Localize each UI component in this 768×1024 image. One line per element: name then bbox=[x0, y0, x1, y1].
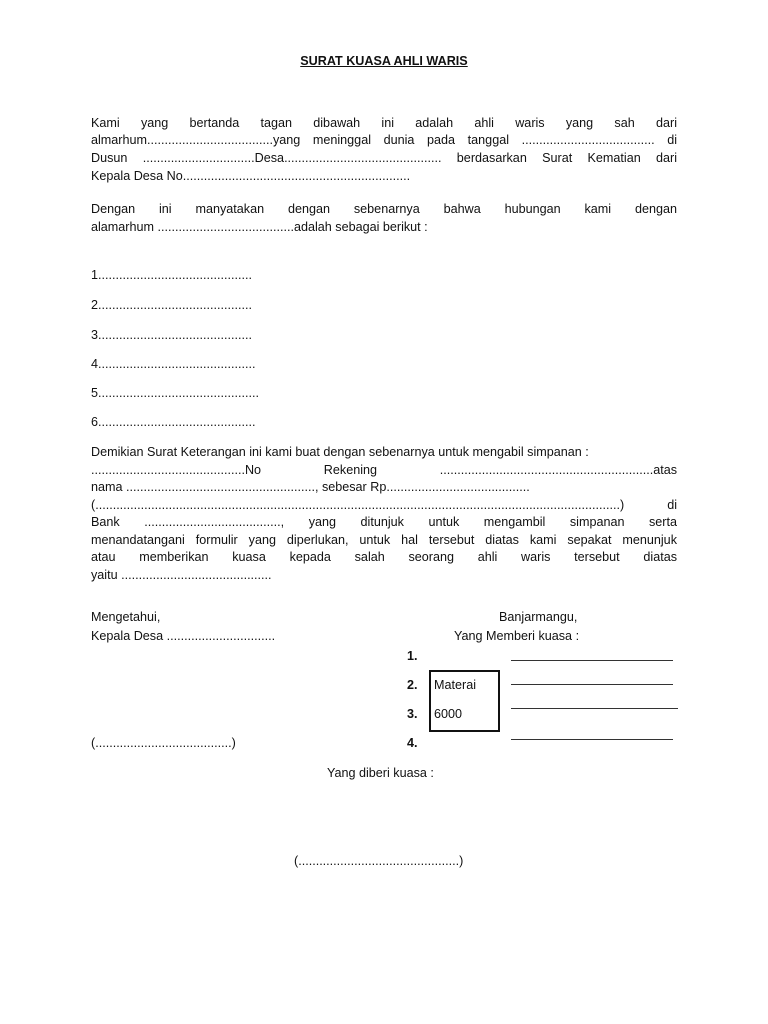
grantor-heading: Yang Memberi kuasa : bbox=[454, 629, 580, 643]
text-line: yaitu ........................................... bbox=[91, 568, 272, 582]
grantor-number: 3. bbox=[407, 707, 418, 721]
text-line: ............................................No Rekening .............................................................atas bbox=[91, 463, 677, 477]
signature-line bbox=[511, 708, 678, 709]
stamp-label: Materai bbox=[434, 678, 476, 692]
acknowledged-label: Mengetahui, bbox=[91, 610, 161, 624]
heir-item: 2............................................ bbox=[91, 298, 252, 312]
village-head-name-blank: (.......................................) bbox=[91, 736, 236, 750]
heir-item: 3............................................ bbox=[91, 328, 252, 342]
text-line: atau memberikan kuasa kepada salah seorang ahli waris tersebut diatas bbox=[91, 550, 677, 564]
place-label: Banjarmangu, bbox=[499, 610, 578, 624]
stamp-value: 6000 bbox=[434, 707, 463, 721]
text-line: Kepala Desa No................................................................. bbox=[91, 169, 411, 183]
text-line: almarhum....................................yang meninggal dunia pada tanggal ...................................... di bbox=[91, 133, 677, 147]
text-line: menandatangani formulir yang diperlukan, untuk hal tersebut diatas kami sepakat menunjuk bbox=[91, 533, 677, 547]
text-line: Bank ......................................., yang ditunjuk untuk mengambil simpanan serta bbox=[91, 515, 677, 529]
grantee-name-blank: (..............................................) bbox=[294, 854, 464, 868]
heir-item: 5.............................................. bbox=[91, 386, 259, 400]
text-line: Dusun ................................Desa............................................. berdasarkan Surat Kematian dari bbox=[91, 151, 677, 165]
text-line: nama ......................................................, sebesar Rp......................................... bbox=[91, 480, 530, 494]
heir-item: 4............................................. bbox=[91, 357, 256, 371]
text-line: Kami yang bertanda tagan dibawah ini adalah ahli waris yang sah dari bbox=[91, 116, 677, 130]
heir-item: 1............................................ bbox=[91, 268, 252, 282]
signature-line bbox=[511, 660, 673, 661]
grantee-heading: Yang diberi kuasa : bbox=[327, 766, 434, 780]
grantor-number: 4. bbox=[407, 736, 418, 750]
text-line: (......................................................................................................................................................) di bbox=[91, 498, 677, 512]
signature-line bbox=[511, 739, 673, 740]
document-title: SURAT KUASA AHLI WARIS bbox=[300, 54, 468, 68]
signature-line bbox=[511, 684, 673, 685]
village-head-label: Kepala Desa ............................... bbox=[91, 629, 276, 643]
heir-item: 6............................................. bbox=[91, 415, 256, 429]
text-line: alamarhum .......................................adalah sebagai berikut : bbox=[91, 220, 428, 234]
text-line: Dengan ini manyatakan dengan sebenarnya bahwa hubungan kami dengan bbox=[91, 202, 677, 216]
text-line: Demikian Surat Keterangan ini kami buat dengan sebenarnya untuk mengabil simpanan : bbox=[91, 445, 589, 459]
grantor-number: 2. bbox=[407, 678, 418, 692]
grantor-number: 1. bbox=[407, 649, 418, 663]
